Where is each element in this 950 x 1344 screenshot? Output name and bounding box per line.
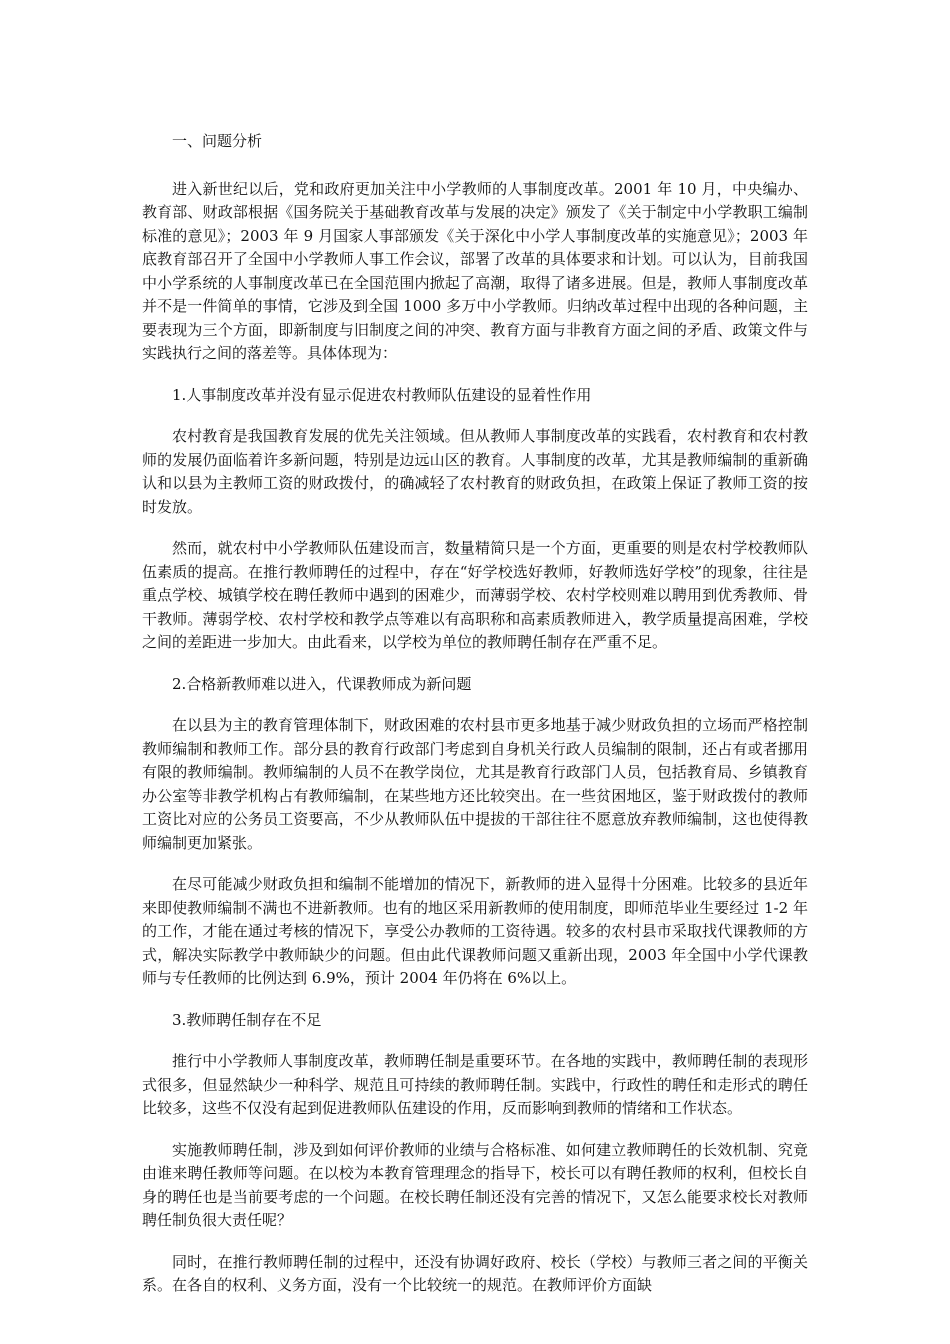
paragraph: 农村教育是我国教育发展的优先关注领域。但从教师人事制度改革的实践看，农村教育和农村教师的发展仍面临着许多新问题，特别是边远山区的教育。人事制度的改革，尤其是教师编制的重新确认和以县为主教师工资的财政拨付，的确减轻了农村教育的财政负担，在政策上保证了教师工资的按时发放。	[142, 427, 808, 516]
paragraph-intro: 进入新世纪以后，党和政府更加关注中小学教师的人事制度改革。2001 年 10 月，中央编办、教育部、财政部根据《国务院关于基础教育改革与发展的决定》颁发了《关于制定中小学教职工编制标准的意见》；2003 年 9 月国家人事部颁发《关于深化中小学人事制度改革的实施意见》；2003 年底教育部召开了全国中小学教师人事工作会议，部署了改革的具体要求和计划。可以认为，目前我国中小学系统的人事制度改革已在全国范围内掀起了高潮，取得了诸多进展。但是，教师人事制度改革并不是一件简单的事情，它涉及到全国 1000 多万中小学教师。归纳改革过程中出现的各种问题，主要表现为三个方面，即新制度与旧制度之间的冲突、教育方面与非教育方面之间的矛盾、政策文件与实践执行之间的落差等。具体体现为：	[142, 179, 808, 362]
document-page	[142, 130, 808, 1316]
section-title: 一、问题分析	[172, 132, 263, 150]
paragraph: 同时，在推行教师聘任制的过程中，还没有协调好政府、校长（学校）与教师三者之间的平衡关系。在各自的权利、义务方面，没有一个比较统一的规范。在教师评价方面缺	[142, 1252, 808, 1294]
paragraph: 在以县为主的教育管理体制下，财政困难的农村县市更多地基于减少财政负担的立场而严格控制教师编制和教师工作。部分县的教育行政部门考虑到自身机关行政人员编制的限制，还占有或者挪用有限的教师编制。教师编制的人员不在教学岗位，尤其是教育行政部门人员，包括教育局、乡镇教育办公室等非教学机构占有教师编制，在某些地方还比较突出。在一些贫困地区，鉴于财政拨付的教师工资比对应的公务员工资要高，不少从教师队伍中提拔的干部往往不愿意放弃教师编制，这也使得教师编制更加紧张。	[142, 716, 808, 852]
subheading-2: 2.合格新教师难以进入，代课教师成为新问题	[172, 674, 472, 693]
subheading-3: 3.教师聘任制存在不足	[172, 1010, 322, 1029]
paragraph: 然而，就农村中小学教师队伍建设而言，数量精简只是一个方面，更重要的则是农村学校教师队伍素质的提高。在推行教师聘任的过程中，存在“好学校选好教师，好教师选好学校”的现象，往往是重点学校、城镇学校在聘任教师中遇到的困难少，而薄弱学校、农村学校则难以聘用到优秀教师、骨干教师。薄弱学校、农村学校和教学点等难以有高职称和高素质教师进入，教学质量提高困难，学校之间的差距进一步加大。由此看来，以学校为单位的教师聘任制存在严重不足。	[142, 539, 808, 651]
paragraph: 实施教师聘任制，涉及到如何评价教师的业绩与合格标准、如何建立教师聘任的长效机制、究竟由谁来聘任教师等问题。在以校为本教育管理理念的指导下，校长可以有聘任教师的权利，但校长自身的聘任也是当前要考虑的一个问题。在校长聘任制还没有完善的情况下，又怎么能要求校长对教师聘任制负很大责任呢？	[142, 1140, 808, 1229]
subheading-1: 1.人事制度改革并没有显示促进农村教师队伍建设的显着性作用	[172, 385, 592, 404]
paragraph: 推行中小学教师人事制度改革，教师聘任制是重要环节。在各地的实践中，教师聘任制的表现形式很多，但显然缺少一种科学、规范且可持续的教师聘任制。实践中，行政性的聘任和走形式的聘任比较多，这些不仅没有起到促进教师队伍建设的作用，反而影响到教师的情绪和工作状态。	[142, 1052, 808, 1117]
paragraph: 在尽可能减少财政负担和编制不能增加的情况下，新教师的进入显得十分困难。比较多的县近年来即使教师编制不满也不进新教师。也有的地区采用新教师的使用制度，即师范毕业生要经过 1-2 年的工作，才能在通过考核的情况下，享受公办教师的工资待遇。较多的农村县市采取找代课教师的方式，解决实际教学中教师缺少的问题。但由此代课教师问题又重新出现，2003 年全国中小学代课教师与专任教师的比例达到 6.9%，预计 2004 年仍将在 6%以上。	[142, 875, 808, 987]
